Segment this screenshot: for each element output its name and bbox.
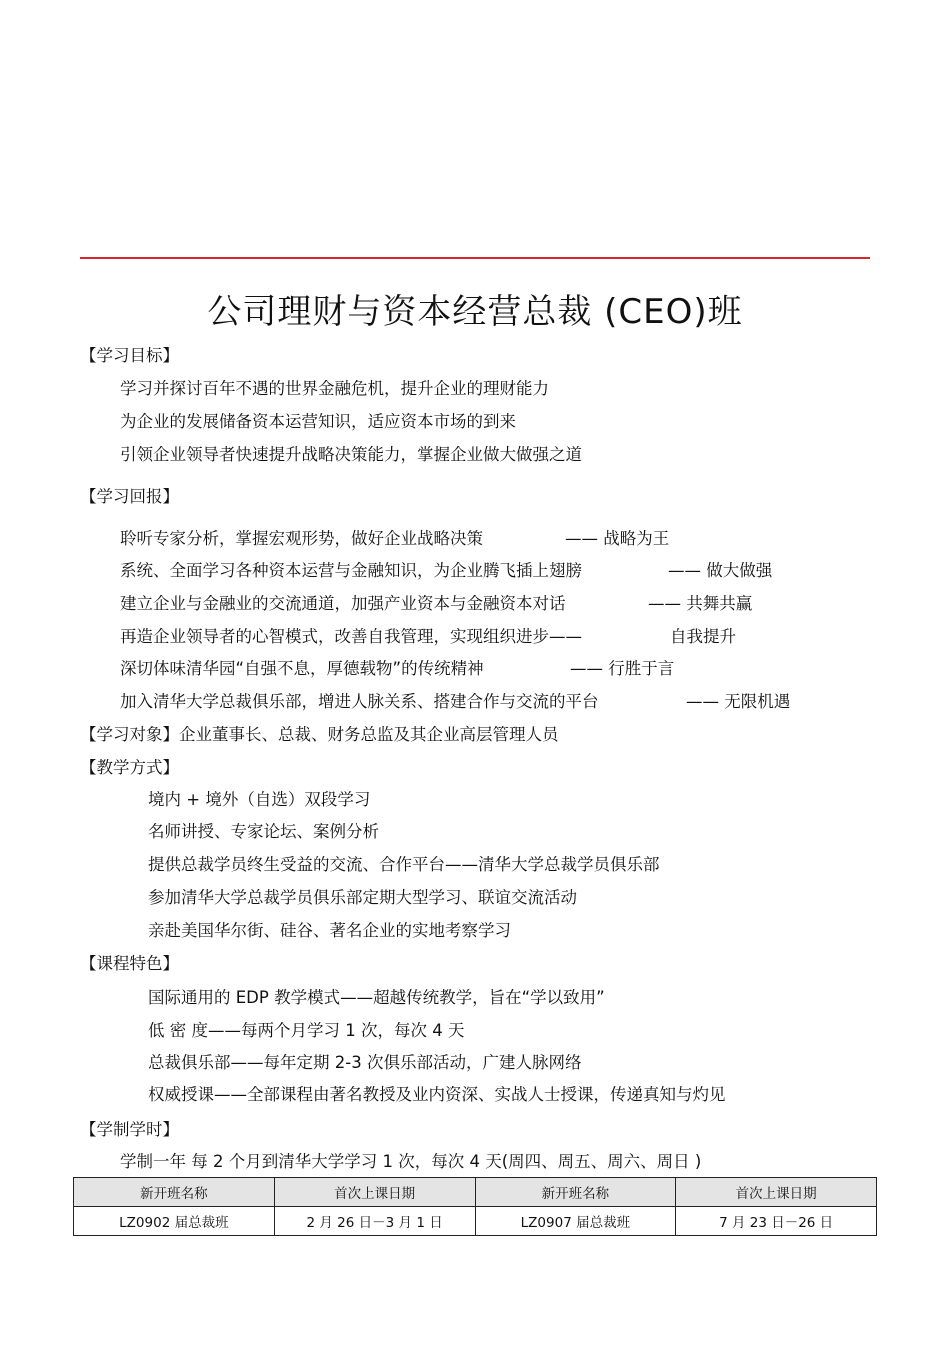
returns-item: 再造企业领导者的心智模式，改善自我管理，实现组织进步—— [120,627,582,646]
method-item: 名师讲授、专家论坛、案例分析 [148,822,379,841]
table-header-cell: 首次上课日期 [676,1178,877,1207]
returns-item: 建立企业与金融业的交流通道，加强产业资本与金融资本对话 [120,594,566,613]
schedule-heading: 【学制学时】 [80,1120,179,1139]
header-rule [80,257,870,259]
audience-line: 【学习对象】企业董事长、总裁、财务总监及其企业高层管理人员 [80,725,559,744]
goal-item: 引领企业领导者快速提升战略决策能力，掌握企业做大做强之道 [120,445,582,464]
class-schedule-table [73,1177,877,1236]
schedule-text: 学制一年 每 2 个月到清华大学学习 1 次，每次 4 天(周四、周五、周六、周日 ) [120,1152,702,1171]
table-header-row [74,1178,877,1207]
table-header-cell: 新开班名称 [475,1178,676,1207]
returns-item-tag: 自我提升 [670,627,736,646]
goal-item: 学习并探讨百年不遇的世界金融危机，提升企业的理财能力 [120,379,549,398]
goal-item: 为企业的发展储备资本运营知识，适应资本市场的到来 [120,412,516,431]
returns-item-tag: —— 做大做强 [668,561,773,580]
method-item: 提供总裁学员终生受益的交流、合作平台——清华大学总裁学员俱乐部 [148,855,660,874]
returns-item-tag: —— 战略为王 [565,529,670,548]
returns-item: 深切体味清华园“自强不息，厚德载物”的传统精神 [120,659,484,678]
goal-heading: 【学习目标】 [80,346,179,365]
returns-item: 系统、全面学习各种资本运营与金融知识，为企业腾飞插上翅膀 [120,561,582,580]
returns-item: 加入清华大学总裁俱乐部，增进人脉关系、搭建合作与交流的平台 [120,692,599,711]
method-item: 亲赴美国华尔街、硅谷、著名企业的实地考察学习 [148,921,511,940]
returns-item: 聆听专家分析，掌握宏观形势，做好企业战略决策 [120,529,483,548]
returns-item-tag: —— 共舞共赢 [648,594,753,613]
table-header-cell: 首次上课日期 [274,1178,475,1207]
features-item: 权威授课——全部课程由著名教授及业内资深、实战人士授课，传递真知与灼见 [148,1085,726,1104]
table-row [74,1207,877,1236]
table-cell: 7 月 23 日－26 日 [676,1207,877,1236]
method-item: 境内 + 境外（自选）双段学习 [148,790,371,809]
table-cell: LZ0902 届总裁班 [74,1207,275,1236]
method-heading: 【教学方式】 [80,758,179,777]
features-item: 低 密 度——每两个月学习 1 次，每次 4 天 [148,1021,465,1040]
returns-heading: 【学习回报】 [80,487,179,506]
features-item: 国际通用的 EDP 教学模式——超越传统教学，旨在“学以致用” [148,988,605,1007]
page-title: 公司理财与资本经营总裁 (CEO)班 [207,292,743,332]
features-item: 总裁俱乐部——每年定期 2-3 次俱乐部活动，广建人脉网络 [148,1053,582,1072]
method-item: 参加清华大学总裁学员俱乐部定期大型学习、联谊交流活动 [148,888,577,907]
features-heading: 【课程特色】 [80,954,179,973]
table-cell: LZ0907 届总裁班 [475,1207,676,1236]
returns-item-tag: —— 行胜于言 [570,659,675,678]
table-cell: 2 月 26 日－3 月 1 日 [274,1207,475,1236]
returns-item-tag: —— 无限机遇 [686,692,791,711]
table-header-cell: 新开班名称 [74,1178,275,1207]
